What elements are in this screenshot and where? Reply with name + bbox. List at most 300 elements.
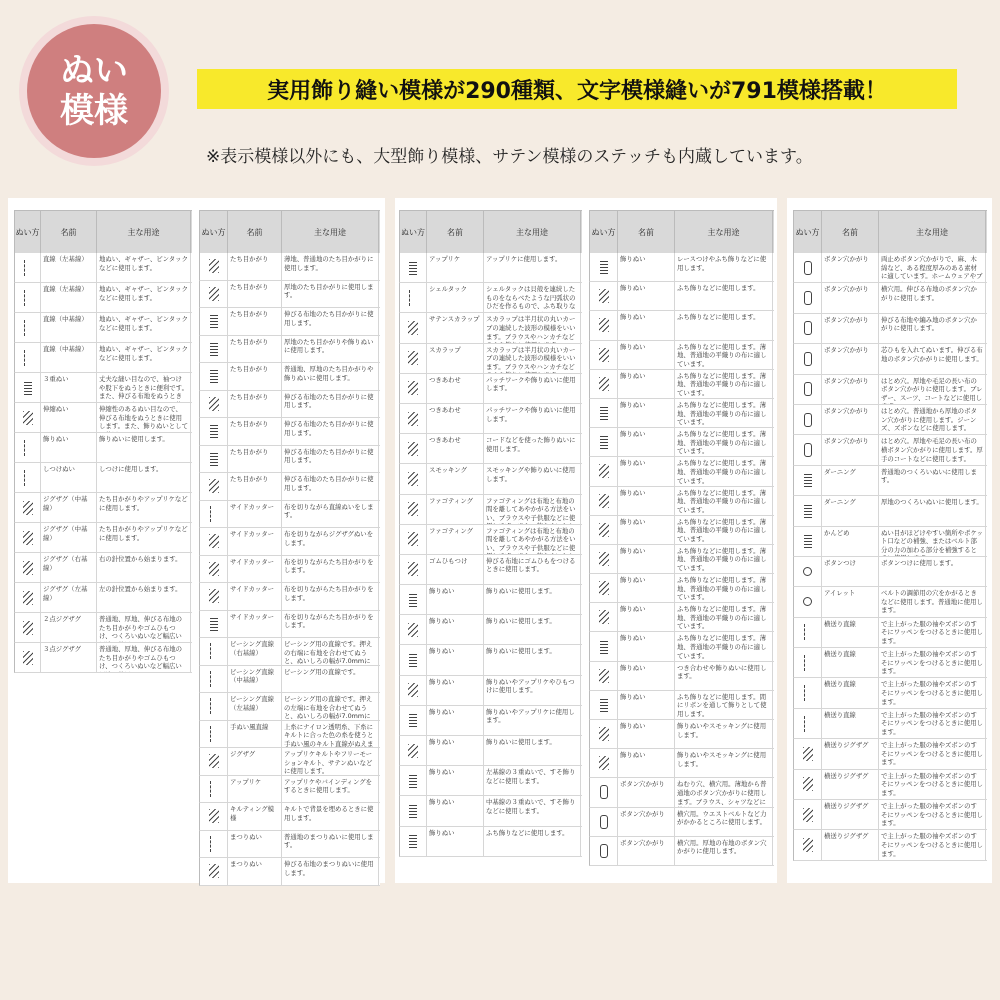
table-row	[589, 516, 774, 545]
stitch-name: 飾りぬい	[618, 253, 675, 281]
table-row	[14, 613, 192, 643]
stitch-use: はとめ穴。厚地や毛足の長い布の横ボタン穴かがりに使用します。厚手のコートなどに使用します。	[879, 435, 986, 464]
stitch-line-icon	[210, 671, 218, 687]
table-row	[589, 341, 774, 370]
table-row	[199, 611, 380, 639]
stitch-pattern	[794, 648, 822, 677]
stitch-pattern	[794, 770, 822, 799]
stitch-pattern	[200, 803, 228, 830]
stitch-pattern	[200, 748, 228, 775]
table-row	[14, 523, 192, 553]
header-use: 主な用途	[675, 211, 773, 253]
stitch-pattern	[400, 736, 427, 765]
stitch-use: 伸びる布地のたち目かがりに使用します。	[282, 473, 379, 500]
stitch-name: たち目かがり	[228, 473, 282, 500]
stitch-zig-icon	[408, 442, 418, 456]
stitch-bar-icon	[804, 473, 812, 487]
stitch-use: 飾りぬいに使用します。	[97, 433, 191, 462]
stitch-name: 横送りジグザグ	[822, 830, 879, 859]
stitch-pattern	[400, 706, 427, 735]
stitch-zig-icon	[599, 727, 609, 741]
table-row	[589, 691, 774, 720]
header-name: 名前	[822, 211, 879, 253]
table-row	[793, 253, 987, 283]
stitch-pattern	[590, 632, 618, 660]
table-row	[14, 403, 192, 433]
stitch-name: シェルタック	[427, 283, 484, 312]
stitch-use: パッチワークや飾りぬいに使用します。	[484, 374, 581, 403]
stitch-zig-icon	[209, 534, 219, 548]
table-row	[589, 253, 774, 282]
stitch-pattern	[794, 709, 822, 738]
stitch-dot-icon	[803, 567, 812, 576]
stitch-use: 伸びる布地のまつりぬいに使用します。	[282, 858, 379, 885]
table-row	[399, 374, 582, 404]
stitch-name: しつけぬい	[41, 463, 97, 492]
stitch-use: ファゴティングは布地と布地の間を離してあやかがる方法をいい、ブラウスや子供服などに使	[484, 495, 581, 524]
stitch-use: 伸びる布地のたち目かがりに使用します。	[282, 308, 379, 335]
stitch-use: ふち飾りなどに使用します。	[675, 282, 773, 310]
stitch-box-icon	[804, 413, 812, 427]
sheet-left	[8, 198, 385, 883]
stitch-pattern	[400, 404, 427, 433]
stitch-pattern	[794, 435, 822, 464]
stitch-pattern	[15, 643, 41, 672]
stitch-name: 飾りぬい	[427, 827, 484, 856]
stitch-zig-icon	[23, 651, 33, 665]
stitch-use: スカラップは半月状の丸いカーブの連続した波形の模様をいいます。ブラウスやハンカチなど	[484, 313, 581, 342]
stitch-pattern	[200, 363, 228, 390]
stitch-name: ボタン穴かがり	[822, 314, 879, 343]
stitch-name: 伸縮ぬい	[41, 403, 97, 432]
stitch-use: 地ぬい、ギャザー、ピンタックなどに使用します。	[97, 313, 191, 342]
stitch-use: 普通地のまつりぬいに使用します。	[282, 831, 379, 858]
table-row	[793, 314, 987, 344]
table-row	[199, 583, 380, 611]
stitch-name: ３点ジグザグ	[41, 643, 97, 672]
stitch-use: で主上がった服の袖やズボンのすそにワッペンをつけるときに使用します。	[879, 739, 986, 768]
stitch-name: 飾りぬい	[427, 736, 484, 765]
table-row	[14, 553, 192, 583]
stitch-pattern	[590, 662, 618, 690]
stitch-pattern	[200, 858, 228, 885]
stitch-box-icon	[804, 321, 812, 335]
stitch-use: 普通地、厚地のたち目かがりや飾りぬいに使用します。	[282, 363, 379, 390]
stitch-pattern	[400, 827, 427, 856]
stitch-zig-icon	[599, 610, 609, 624]
stitch-use: 布を切りながらたち目かがりをします。	[282, 611, 379, 638]
table-row	[14, 493, 192, 523]
stitch-name: 飾りぬい	[618, 662, 675, 690]
stitch-use: 両止めボタン穴かがりで、麻、木綿など、ある程度厚みのある素材に適しています。ホームウェアやブ	[879, 253, 986, 282]
stitch-name: 飾りぬい	[618, 341, 675, 369]
stitch-name: ピーシング直線（右基線）	[228, 638, 282, 665]
table-row	[14, 463, 192, 493]
stitch-zig-icon	[209, 479, 219, 493]
stitch-table-4	[589, 210, 774, 866]
table-row	[589, 399, 774, 428]
stitch-name: ジグザグ（左基線）	[41, 583, 97, 612]
table-row	[399, 344, 582, 374]
stitch-name: ２点ジグザグ	[41, 613, 97, 642]
stitch-use: 飾りぬいやスモッキングに使用します。	[675, 720, 773, 748]
stitch-bar-icon	[210, 424, 218, 438]
stitch-zig-icon	[599, 289, 609, 303]
stitch-pattern	[15, 313, 41, 342]
stitch-pattern	[590, 399, 618, 427]
stitch-bar-icon	[210, 617, 218, 631]
stitch-pattern	[590, 370, 618, 398]
stitch-use: ふち飾りなどに使用します。	[675, 311, 773, 339]
stitch-name: ジグザグ（右基線）	[41, 553, 97, 582]
stitch-line-icon	[804, 624, 812, 640]
stitch-name: 飾りぬい	[427, 766, 484, 795]
stitch-pattern	[15, 583, 41, 612]
stitch-name: 飾りぬい	[427, 645, 484, 674]
table-row	[589, 662, 774, 691]
table-row	[399, 555, 582, 585]
stitch-pattern	[590, 808, 618, 836]
stitch-use: 厚地のたち目かがりに使用します。	[282, 281, 379, 308]
stitch-pattern	[200, 831, 228, 858]
stitch-pattern	[794, 739, 822, 768]
stitch-line-icon	[804, 716, 812, 732]
stitch-pattern	[794, 830, 822, 859]
stitch-pattern	[200, 391, 228, 418]
table-row	[199, 666, 380, 694]
stitch-name: 横送りジグザグ	[822, 739, 879, 768]
stitch-use: ふち飾りなどに使用します。薄地、普通地の平織りの布に適しています。	[675, 487, 773, 515]
stitch-pattern	[200, 638, 228, 665]
stitch-name: 飾りぬい	[618, 603, 675, 631]
stitch-pattern	[200, 418, 228, 445]
stitch-pattern	[200, 776, 228, 803]
stitch-pattern	[794, 800, 822, 829]
stitch-use: はとめ穴。普通地から厚地のボタン穴かがりに使用します。ジーンズ、ズボンなどに使用します。	[879, 405, 986, 434]
stitch-name: 飾りぬい	[618, 720, 675, 748]
stitch-use: 布を切りながらたち目かがりをします。	[282, 556, 379, 583]
stitch-name: つきあわせ	[427, 404, 484, 433]
stitch-name: 飾りぬい	[427, 615, 484, 644]
table-row	[793, 283, 987, 313]
table-row	[793, 648, 987, 678]
table-row	[199, 556, 380, 584]
stitch-use: 厚地のつくろいぬいに使用します。	[879, 496, 986, 525]
stitch-name: サイドカッター	[228, 501, 282, 528]
stitch-name: ボタン穴かがり	[822, 375, 879, 404]
stitch-use: で主上がった服の袖やズボンのすそにワッペンをつけるときに使用します。	[879, 678, 986, 707]
stitch-name: サテンスカラップ	[427, 313, 484, 342]
table-row	[399, 404, 582, 434]
stitch-pattern	[200, 446, 228, 473]
sheet-middle	[395, 198, 777, 883]
stitch-use: ふち飾りなどに使用します。薄地、普通地の平織りの布に適しています。	[675, 341, 773, 369]
table-row	[793, 618, 987, 648]
stitch-zig-icon	[209, 397, 219, 411]
header-use: 主な用途	[282, 211, 379, 253]
stitch-use: アップリケキルトやフリーモーションキルト、サテンぬいなどに使用します。	[282, 748, 379, 775]
stitch-bar-icon	[24, 381, 32, 395]
header-stitch: ぬい方	[15, 211, 41, 253]
table-row	[399, 766, 582, 796]
stitch-name: ボタン穴かがり	[822, 344, 879, 373]
table-header	[589, 211, 774, 253]
table-row	[589, 632, 774, 661]
stitch-table-5	[793, 210, 987, 861]
stitch-use: 布を切りながら直線ぬいをします。	[282, 501, 379, 528]
table-row	[793, 435, 987, 465]
stitch-name: 飾りぬい	[427, 706, 484, 735]
stitch-pattern	[400, 585, 427, 614]
stitch-line-icon	[210, 506, 218, 522]
stitch-line-icon	[210, 781, 218, 797]
table-row	[399, 676, 582, 706]
stitch-pattern	[590, 457, 618, 485]
table-row	[199, 391, 380, 419]
stitch-pattern	[590, 545, 618, 573]
stitch-zig-icon	[23, 561, 33, 575]
stitch-use: ふち飾りなどに使用します。薄地、普通地の平織りの布に適しています。	[675, 574, 773, 602]
stitch-line-icon	[210, 726, 218, 742]
stitch-pattern	[200, 556, 228, 583]
stitch-pattern	[400, 615, 427, 644]
stitch-box-icon	[804, 382, 812, 396]
stitch-pattern	[400, 344, 427, 373]
table-row	[399, 615, 582, 645]
header-name: 名前	[427, 211, 484, 253]
stitch-pattern	[794, 557, 822, 586]
stitch-name: サイドカッター	[228, 528, 282, 555]
stitch-name: ボタン穴かがり	[618, 837, 675, 865]
stitch-zig-icon	[23, 501, 33, 515]
table-row	[589, 487, 774, 516]
stitch-zig-icon	[408, 321, 418, 335]
table-row	[399, 464, 582, 494]
stitch-pattern	[15, 403, 41, 432]
table-row	[793, 678, 987, 708]
stitch-use: 普通地、厚地、伸びる布地のたち目かがりやゴムひもつけ、つくろいぬいなど幅広い	[97, 643, 191, 672]
table-row	[589, 837, 774, 866]
stitch-name: 飾りぬい	[41, 433, 97, 462]
stitch-name: ボタン穴かがり	[822, 405, 879, 434]
stitch-use: スモッキングや飾りぬいに使用します。	[484, 464, 581, 493]
stitch-pattern	[794, 253, 822, 282]
table-header	[14, 211, 192, 253]
stitch-zig-icon	[599, 669, 609, 683]
stitch-pattern	[590, 720, 618, 748]
stitch-use: ふち飾りなどに使用します。間にリボンを通して飾りとして使用します。	[675, 691, 773, 719]
stitch-name: たち目かがり	[228, 308, 282, 335]
stitch-use: 中基線の３重ぬいで、すそ飾りなどに使用します。	[484, 796, 581, 825]
stitch-bar-icon	[600, 698, 608, 712]
stitch-use: ふち飾りなどに使用します。薄地、普通地の平織りの布に適しています。	[675, 545, 773, 573]
stitch-use: キルトで背景を埋めるときに使用します。	[282, 803, 379, 830]
header-name: 名前	[228, 211, 282, 253]
stitch-pattern	[200, 473, 228, 500]
stitch-name: つきあわせ	[427, 434, 484, 463]
note-text: ※表示模様以外にも、大型飾り模様、サテン模様のステッチも内蔵しています。	[206, 147, 813, 167]
table-row	[199, 693, 380, 721]
stitch-name: ファゴティング	[427, 495, 484, 524]
stitch-pattern	[590, 516, 618, 544]
stitch-use: 飾りぬいやスモッキングに使用します。	[675, 749, 773, 777]
stitch-pattern	[400, 495, 427, 524]
table-row	[589, 808, 774, 837]
stitch-use: で主上がった服の袖やズボンのすそにワッペンをつけるときに使用します。	[879, 648, 986, 677]
stitch-pattern	[794, 678, 822, 707]
stitch-pattern	[15, 553, 41, 582]
stitch-name: 飾りぬい	[618, 574, 675, 602]
stitch-use: 伸びる布地のたち目かがりに使用します。	[282, 418, 379, 445]
stitch-use: で主上がった服の袖やズボンのすそにワッペンをつけるときに使用します。	[879, 830, 986, 859]
table-row	[793, 800, 987, 830]
stitch-pattern	[794, 466, 822, 495]
stitch-zig-icon	[209, 589, 219, 603]
stitch-bar-icon	[409, 713, 417, 727]
stitch-box-icon	[804, 291, 812, 305]
stitch-zig-icon	[408, 744, 418, 758]
table-row	[399, 525, 582, 555]
stitch-pattern	[200, 281, 228, 308]
table-row	[589, 428, 774, 457]
stitch-pattern	[794, 496, 822, 525]
stitch-name: 飾りぬい	[427, 796, 484, 825]
stitch-use: 飾りぬいに使用します。	[484, 585, 581, 614]
stitch-name: スモッキング	[427, 464, 484, 493]
table-row	[793, 587, 987, 617]
stitch-name: サイドカッター	[228, 583, 282, 610]
stitch-zig-icon	[23, 591, 33, 605]
stitch-pattern	[400, 676, 427, 705]
stitch-name: 飾りぬい	[618, 516, 675, 544]
stitch-use: で主上がった服の袖やズボンのすそにワッペンをつけるときに使用します。	[879, 770, 986, 799]
stitch-name: ダーニング	[822, 466, 879, 495]
stitch-name: ピーシング直線（中基線）	[228, 666, 282, 693]
table-row	[199, 446, 380, 474]
stitch-pattern	[400, 555, 427, 584]
table-header	[793, 211, 987, 253]
stitch-pattern	[15, 343, 41, 372]
stitch-pattern	[15, 463, 41, 492]
stitch-pattern	[794, 344, 822, 373]
stitch-bar-icon	[210, 369, 218, 383]
stitch-name: たち目かがり	[228, 446, 282, 473]
table-row	[199, 748, 380, 776]
stitch-name: ボタン穴かがり	[618, 808, 675, 836]
badge-line2: 模様	[60, 91, 128, 131]
table-row	[793, 405, 987, 435]
stitch-use: パッチワークや飾りぬいに使用します。	[484, 404, 581, 433]
table-header	[199, 211, 380, 253]
stitch-zig-icon	[599, 581, 609, 595]
stitch-pattern	[400, 313, 427, 342]
stitch-use: ふち飾りなどに使用します。薄地、普通地の平織りの布に適しています。	[675, 399, 773, 427]
stitch-use: たち目かがりやアップリケなどに使用します。	[97, 493, 191, 522]
stitch-zig-icon	[23, 621, 33, 635]
stitch-use: 普通地、厚地、伸びる布地のたち目かがりやゴムひもつけ、つくろいぬいなど幅広い	[97, 613, 191, 642]
stitch-use: 芯ひもを入れてぬいます。伸びる布地のボタン穴かがりに使用します。	[879, 344, 986, 373]
stitch-pattern	[590, 428, 618, 456]
stitch-bar-icon	[210, 342, 218, 356]
stitch-pattern	[400, 283, 427, 312]
stitch-name: ジグザグ	[228, 748, 282, 775]
table-row	[589, 282, 774, 311]
stitch-name: ３重ぬい	[41, 373, 97, 402]
stitch-zig-icon	[803, 747, 813, 761]
stitch-line-icon	[210, 836, 218, 852]
table-row	[199, 831, 380, 859]
stitch-name: 飾りぬい	[618, 632, 675, 660]
stitch-use: 伸縮性のあるぬい目なので、伸びる布地をぬうときに使用します。また、飾りぬいとして	[97, 403, 191, 432]
stitch-zig-icon	[408, 502, 418, 516]
stitch-pattern	[200, 721, 228, 748]
stitch-name: アップリケ	[228, 776, 282, 803]
stitch-use: 地ぬい、ギャザー、ピンタックなどに使用します。	[97, 343, 191, 372]
stitch-pattern	[15, 433, 41, 462]
stitch-use: 伸びる布地や編み地のボタン穴かがりに使用します。	[879, 314, 986, 343]
table-row	[199, 418, 380, 446]
stitch-pattern	[15, 493, 41, 522]
stitch-pattern	[15, 613, 41, 642]
stitch-pattern	[590, 749, 618, 777]
stitch-name: キルティング模様	[228, 803, 282, 830]
stitch-pattern	[400, 434, 427, 463]
table-row	[589, 311, 774, 340]
table-row	[199, 858, 380, 886]
stitch-use: アップリケに使用します。	[484, 253, 581, 282]
stitch-pattern	[590, 603, 618, 631]
stitch-pattern	[590, 487, 618, 515]
table-row	[14, 283, 192, 313]
stitch-box-icon	[804, 443, 812, 457]
table-row	[399, 827, 582, 857]
table-row	[793, 496, 987, 526]
stitch-zig-icon	[803, 777, 813, 791]
stitch-line-icon	[24, 470, 32, 486]
table-row	[589, 603, 774, 632]
stitch-use: 布を切りながらジグザグぬいをします。	[282, 528, 379, 555]
stitch-name: ピーシング直線（左基線）	[228, 693, 282, 720]
stitch-use: 横穴用。ウエストベルトなど力がかかるところに使用します。	[675, 808, 773, 836]
stitch-line-icon	[409, 290, 417, 306]
stitch-use: 飾りぬいやアップリケやひもつけに使用します。	[484, 676, 581, 705]
table-row	[14, 313, 192, 343]
stitch-use: 伸びる布地にゴムひもをつけるときに使用します。	[484, 555, 581, 584]
stitch-pattern	[794, 405, 822, 434]
stitch-name: ボタン穴かがり	[618, 778, 675, 806]
table-row	[199, 776, 380, 804]
stitch-zig-icon	[209, 287, 219, 301]
table-row	[399, 585, 582, 615]
stitch-use: ぬい目がほどけやすい箇所やポケット口などの補強、またはベルト部分の力の加わる部分を補強すると	[879, 527, 986, 556]
table-row	[399, 283, 582, 313]
stitch-zig-icon	[209, 809, 219, 823]
table-row	[399, 434, 582, 464]
stitch-zig-icon	[408, 472, 418, 486]
table-row	[399, 495, 582, 525]
stitch-name: ダーニング	[822, 496, 879, 525]
stitch-use: 飾りぬいに使用します。	[484, 645, 581, 674]
stitch-use: で主上がった服の袖やズボンのすそにワッペンをつけるときに使用します。	[879, 618, 986, 647]
stitch-use: 左基線の３重ぬいで、すそ飾りなどに使用します。	[484, 766, 581, 795]
table-row	[399, 313, 582, 343]
stitch-use: 左の針位置から始まります。	[97, 583, 191, 612]
table-row	[199, 253, 380, 281]
stitch-name: 横送り直線	[822, 648, 879, 677]
stitch-use: ピーシング用の直線です。押えの左端に布地を合わせてぬうと、ぬいしろの幅が7.0mmに	[282, 693, 379, 720]
stitch-use: 飾りぬいやアップリケに使用します。	[484, 706, 581, 735]
stitch-use: レースつけやふち飾りなどに使用します。	[675, 253, 773, 281]
